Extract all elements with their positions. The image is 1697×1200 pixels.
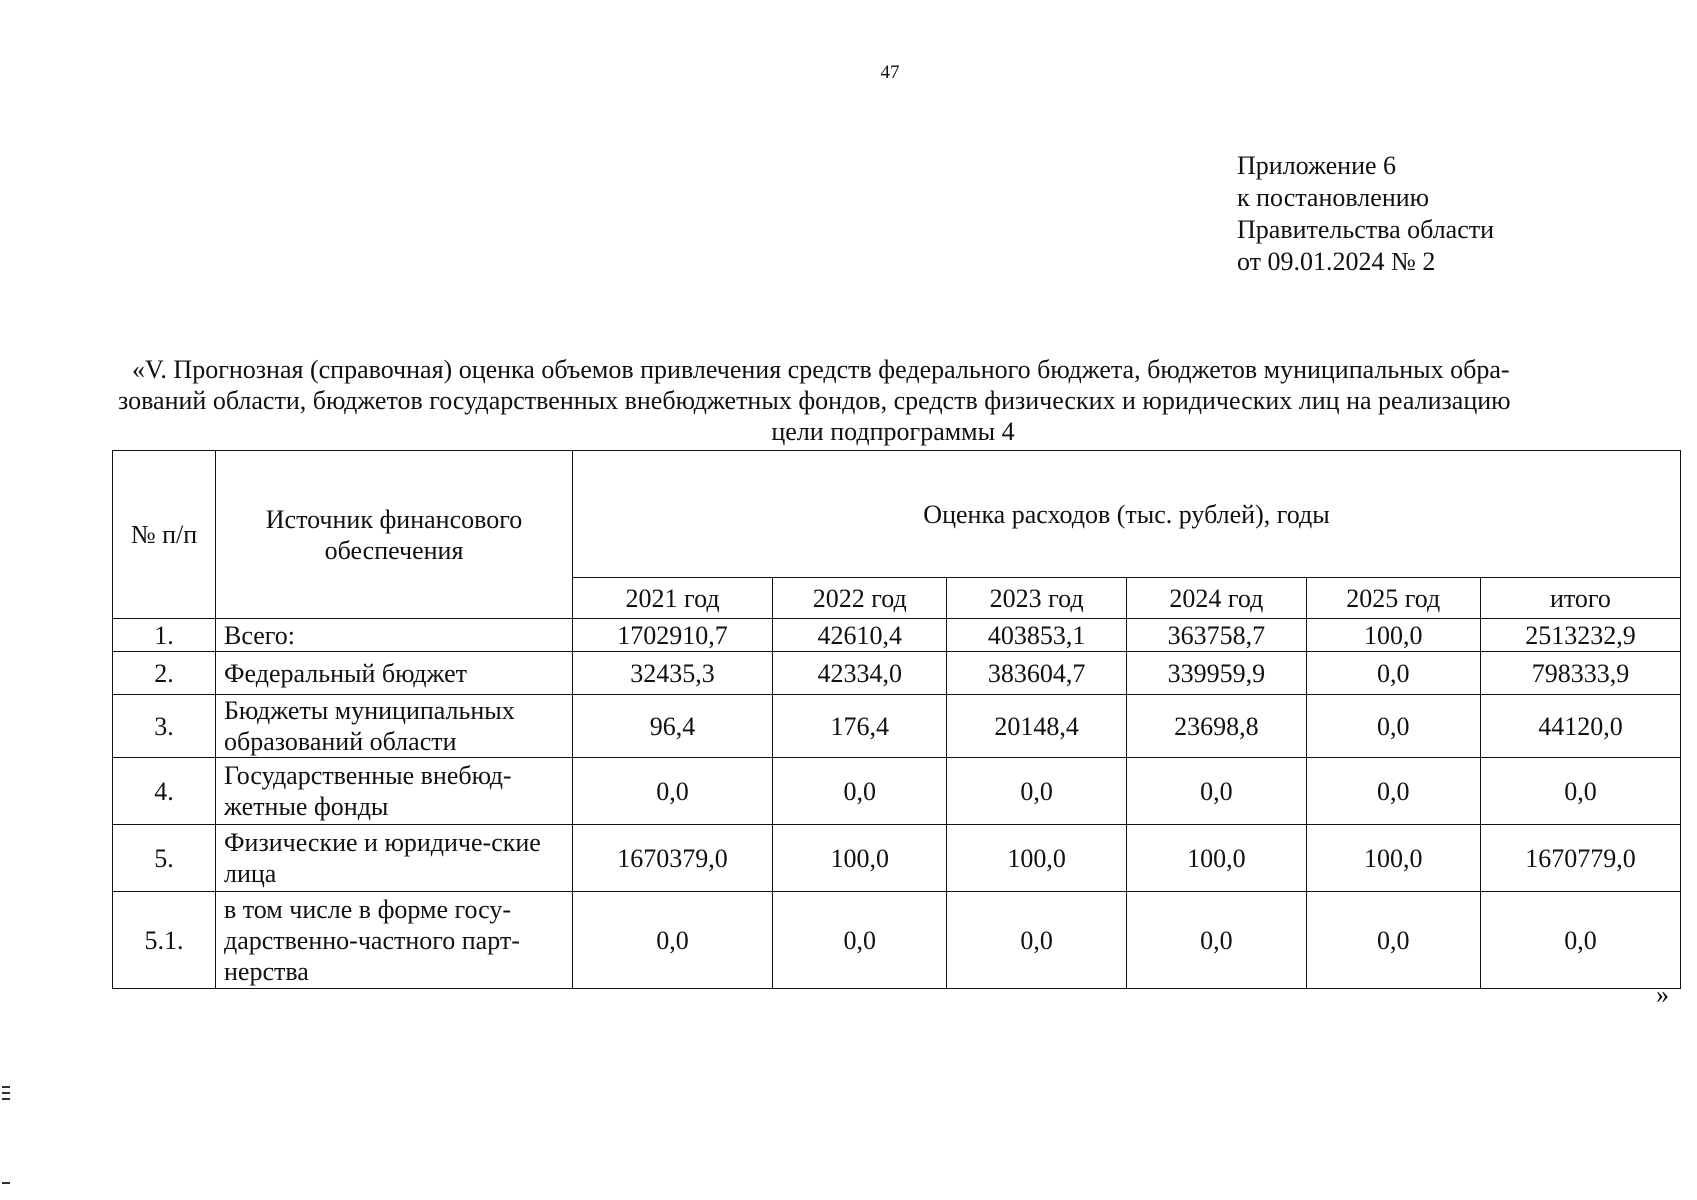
row-source: в том числе в форме госу-дарственно-частного парт-нерства [216, 892, 573, 989]
cell-value: 0,0 [1126, 892, 1306, 989]
cell-value: 100,0 [1306, 825, 1480, 892]
row-source: Государственные внебюд-жетные фонды [216, 758, 573, 825]
cell-value: 0,0 [1306, 758, 1480, 825]
row-source: Федеральный бюджет [216, 652, 573, 695]
header-year: 2024 год [1126, 578, 1306, 619]
cell-value: 363758,7 [1126, 619, 1306, 652]
table-row [113, 619, 1681, 652]
scan-margin-mark [2, 1086, 10, 1088]
cell-value: 383604,7 [947, 652, 1127, 695]
table-row [113, 758, 1681, 825]
cell-value: 100,0 [773, 825, 947, 892]
cell-value: 1702910,7 [573, 619, 773, 652]
cell-value: 0,0 [773, 758, 947, 825]
table-row [113, 652, 1681, 695]
cell-value: 20148,4 [947, 695, 1127, 758]
cell-value: 0,0 [573, 892, 773, 989]
appendix-line: Приложение 6 [1237, 151, 1397, 180]
scan-margin-mark [2, 1098, 10, 1100]
cell-value: 0,0 [947, 758, 1127, 825]
title-line: зований области, бюджетов государственных внебюджетных фондов, средств физических и юридических лиц на реализацию [118, 386, 1511, 415]
header-estimate: Оценка расходов (тыс. рублей), годы [573, 451, 1681, 578]
cell-value: 339959,9 [1126, 652, 1306, 695]
row-source: Физические и юридиче-ские лица [216, 825, 573, 892]
cell-value: 176,4 [773, 695, 947, 758]
closing-quote: » [1656, 980, 1669, 1009]
cell-value: 0,0 [573, 758, 773, 825]
header-year: 2025 год [1306, 578, 1480, 619]
cell-value: 0,0 [947, 892, 1127, 989]
header-year: 2022 год [773, 578, 947, 619]
cell-total: 2513232,9 [1480, 619, 1680, 652]
document-title [118, 354, 1668, 447]
row-num: 2. [113, 652, 216, 695]
cell-value: 0,0 [1306, 892, 1480, 989]
funding-table [112, 450, 1681, 989]
header-year: 2021 год [573, 578, 773, 619]
page-number: 47 [880, 62, 900, 83]
cell-total: 44120,0 [1480, 695, 1680, 758]
appendix-block [1237, 150, 1494, 278]
cell-value: 32435,3 [573, 652, 773, 695]
row-num: 1. [113, 619, 216, 652]
cell-value: 0,0 [1306, 652, 1480, 695]
table-row [113, 892, 1681, 989]
row-num: 5.1. [113, 892, 216, 989]
table-header-row [113, 451, 1681, 578]
cell-value: 403853,1 [947, 619, 1127, 652]
cell-total: 0,0 [1480, 892, 1680, 989]
title-line: «V. Прогнозная (справочная) оценка объемов привлечения средств федерального бюджета, бюджетов муниципальных обра- [132, 355, 1510, 384]
table-row [113, 825, 1681, 892]
cell-value: 100,0 [1126, 825, 1306, 892]
title-line: цели подпрограммы 4 [771, 417, 1015, 446]
row-source: Всего: [216, 619, 573, 652]
table-row [113, 695, 1681, 758]
cell-value: 100,0 [1306, 619, 1480, 652]
row-num: 3. [113, 695, 216, 758]
row-num: 4. [113, 758, 216, 825]
cell-value: 23698,8 [1126, 695, 1306, 758]
cell-total: 0,0 [1480, 758, 1680, 825]
cell-value: 1670379,0 [573, 825, 773, 892]
appendix-line: к постановлению [1237, 183, 1430, 212]
appendix-line: от 09.01.2024 № 2 [1237, 247, 1436, 276]
appendix-line: Правительства области [1237, 215, 1495, 244]
scan-margin-mark [2, 1092, 10, 1094]
cell-value: 100,0 [947, 825, 1127, 892]
row-num: 5. [113, 825, 216, 892]
cell-value: 0,0 [773, 892, 947, 989]
header-num: № п/п [113, 451, 216, 619]
cell-total: 1670779,0 [1480, 825, 1680, 892]
header-year: 2023 год [947, 578, 1127, 619]
cell-value: 0,0 [1306, 695, 1480, 758]
cell-value: 42334,0 [773, 652, 947, 695]
cell-value: 42610,4 [773, 619, 947, 652]
cell-value: 0,0 [1126, 758, 1306, 825]
header-total: итого [1480, 578, 1680, 619]
row-source: Бюджеты муниципальных образований области [216, 695, 573, 758]
header-source: Источник финансового обеспечения [216, 451, 573, 619]
scan-margin-mark [2, 1182, 10, 1184]
cell-total: 798333,9 [1480, 652, 1680, 695]
cell-value: 96,4 [573, 695, 773, 758]
